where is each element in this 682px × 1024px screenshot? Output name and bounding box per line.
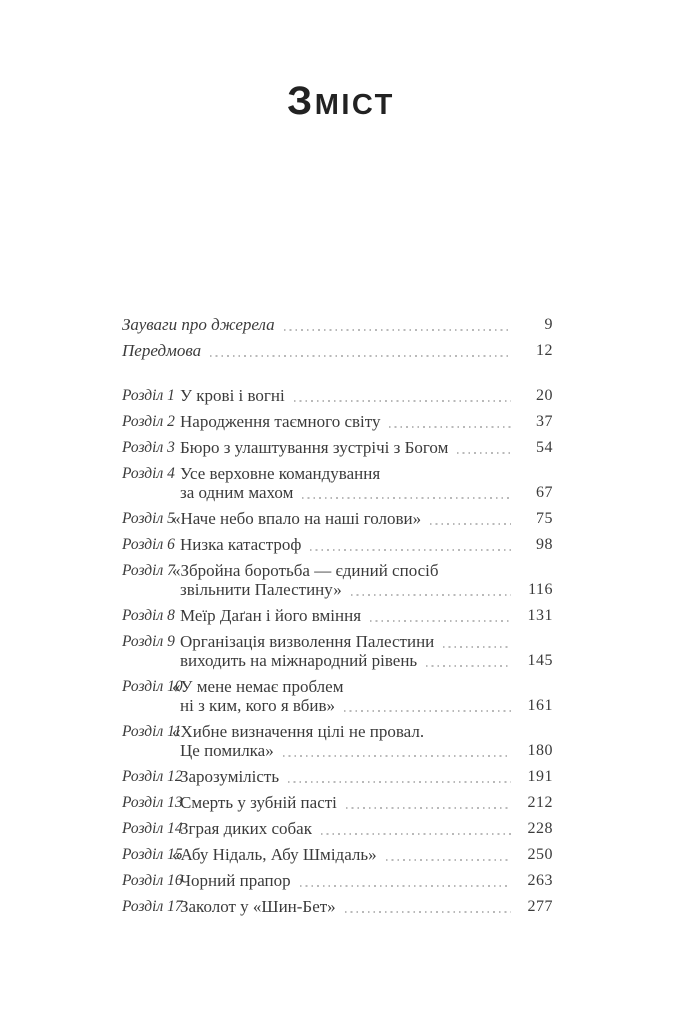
- chapter-title-line: [180, 696, 513, 715]
- toc-entry: [122, 767, 553, 786]
- chapter-title-lines: [180, 871, 513, 890]
- toc-entry: [122, 819, 553, 838]
- chapter-title-lines: [180, 606, 513, 625]
- page-number: 67: [536, 484, 553, 501]
- page-number: 75: [536, 510, 553, 527]
- page-number: 9: [544, 316, 553, 333]
- dot-leader: [283, 755, 511, 757]
- page-number: 54: [536, 439, 553, 456]
- page-number: 228: [527, 820, 553, 837]
- page-number: 12: [536, 342, 553, 359]
- page-number: 37: [536, 413, 553, 430]
- dot-leader: [288, 781, 511, 783]
- dot-leader: [389, 426, 511, 428]
- toc-front-matter-entry: [122, 341, 553, 360]
- chapter-title-line: [180, 386, 513, 405]
- dot-leader: [346, 807, 511, 809]
- chapter-list: [122, 386, 553, 916]
- chapter-label: Розділ 17: [122, 898, 183, 915]
- chapter-title-text: Це помилка»: [180, 741, 274, 760]
- chapter-label: Розділ 2: [122, 413, 175, 430]
- page-number: 212: [527, 794, 553, 811]
- chapter-title-lines: [172, 509, 513, 528]
- page-number: 250: [527, 846, 553, 863]
- front-matter-list: [122, 315, 553, 360]
- page-number: 277: [527, 898, 553, 915]
- chapter-label: Розділ 3: [122, 439, 175, 456]
- dot-leader: [345, 911, 511, 913]
- chapter-title-text: «У мене немає проблем: [172, 677, 344, 696]
- chapter-title-line: [172, 509, 513, 528]
- chapter-title-text: Меїр Даґан і його вміння: [180, 606, 362, 625]
- chapter-title-line: [172, 677, 513, 696]
- chapter-label: Розділ 13: [122, 794, 183, 811]
- chapter-title-line: [172, 561, 513, 580]
- dot-leader: [370, 620, 511, 622]
- chapter-title-text: Усе верховне командування: [180, 464, 381, 483]
- toc-entry: [122, 412, 553, 431]
- chapter-title-line: [172, 845, 513, 864]
- chapter-label: Розділ 6: [122, 536, 175, 553]
- front-matter-title-text: Зауваги про джерела: [122, 315, 275, 334]
- dot-leader: [300, 885, 511, 887]
- chapter-title-line: [180, 606, 513, 625]
- dot-leader: [284, 329, 511, 331]
- chapter-label: Розділ 11: [122, 723, 182, 740]
- toc-entry: [122, 722, 553, 760]
- chapter-label: Розділ 7: [122, 562, 175, 579]
- toc-entry: [122, 677, 553, 715]
- chapter-title-text: ні з ким, кого я вбив»: [180, 696, 335, 715]
- chapter-title-line: [180, 632, 513, 651]
- chapter-title-lines: [172, 677, 513, 715]
- toc-entry: [122, 464, 553, 502]
- toc-entry: [122, 509, 553, 528]
- dot-leader: [302, 497, 511, 499]
- chapter-title-lines: [180, 386, 513, 405]
- chapter-label: Розділ 1: [122, 387, 175, 404]
- toc-entry: [122, 386, 553, 405]
- dot-leader: [386, 859, 511, 861]
- toc-entry: [122, 897, 553, 916]
- chapter-title-lines: [180, 535, 513, 554]
- page-number: 180: [527, 742, 553, 759]
- page-number: 191: [527, 768, 553, 785]
- page-number: 116: [528, 581, 553, 598]
- chapter-title-lines: [180, 438, 513, 457]
- chapter-title-lines: [180, 767, 513, 786]
- chapter-title-text: за одним махом: [180, 483, 294, 502]
- chapter-title-lines: [172, 561, 513, 599]
- chapter-label: Розділ 9: [122, 633, 175, 650]
- chapter-title-line: [180, 464, 513, 483]
- chapter-title-lines: [180, 793, 513, 812]
- dot-leader: [351, 594, 511, 596]
- toc-entry: [122, 561, 553, 599]
- chapter-title-text: Смерть у зубній пасті: [180, 793, 337, 812]
- chapter-title-text: «Абу Нідаль, Абу Шмідаль»: [172, 845, 377, 864]
- chapter-title-line: [180, 741, 513, 760]
- chapter-title-line: [180, 438, 513, 457]
- dot-leader: [294, 400, 511, 402]
- chapter-title-lines: [180, 464, 513, 502]
- toc-entry: [122, 845, 553, 864]
- dot-leader: [457, 452, 511, 454]
- chapter-title-line: [180, 793, 513, 812]
- chapter-label: Розділ 12: [122, 768, 183, 785]
- chapter-title-text: Бюро з улаштування зустрічі з Богом: [180, 438, 449, 457]
- chapter-title-text: Чорний прапор: [180, 871, 291, 890]
- chapter-title-text: Народження таємного світу: [180, 412, 381, 431]
- page-number: 263: [527, 872, 553, 889]
- chapter-title-lines: [180, 412, 513, 431]
- toc-entry: [122, 535, 553, 554]
- page-number: 20: [536, 387, 553, 404]
- dot-leader: [426, 665, 511, 667]
- dot-leader: [344, 710, 511, 712]
- toc-entry: [122, 606, 553, 625]
- chapter-title-text: У крові і вогні: [180, 386, 285, 405]
- chapter-title-text: «Наче небо впало на наші голови»: [172, 509, 422, 528]
- chapter-title-lines: [180, 897, 513, 916]
- chapter-title-text: «Збройна боротьба — єдиний спосіб: [172, 561, 439, 580]
- chapter-title-text: Заколот у «Шин-Бет»: [180, 897, 336, 916]
- chapter-label: Розділ 10: [122, 678, 183, 695]
- table-of-contents: [122, 315, 553, 923]
- dot-leader: [210, 355, 511, 357]
- chapter-title-line: [180, 483, 513, 502]
- chapter-title-line: [172, 722, 513, 741]
- front-matter-title: [122, 315, 513, 334]
- chapter-title-text: «Хибне визначення цілі не провал.: [172, 722, 425, 741]
- chapter-title-text: виходить на міжнародний рівень: [180, 651, 418, 670]
- page-number: 161: [527, 697, 553, 714]
- page-number: 131: [527, 607, 553, 624]
- chapter-label: Розділ 16: [122, 872, 183, 889]
- chapter-title-text: звільнити Палестину»: [180, 580, 342, 599]
- toc-entry: [122, 871, 553, 890]
- chapter-title-lines: [180, 819, 513, 838]
- front-matter-title-text: Передмова: [122, 341, 202, 360]
- front-matter-title: [122, 341, 513, 360]
- chapter-title-line: [180, 580, 513, 599]
- chapter-label: Розділ 15: [122, 846, 183, 863]
- chapter-title-lines: [172, 722, 513, 760]
- chapter-title-lines: [172, 845, 513, 864]
- chapter-title-text: Організація визволення Палестини: [180, 632, 435, 651]
- chapter-title-text: Низка катастроф: [180, 535, 302, 554]
- toc-front-matter-entry: [122, 315, 553, 334]
- toc-entry: [122, 793, 553, 812]
- chapter-label: Розділ 14: [122, 820, 183, 837]
- page-number: 145: [527, 652, 553, 669]
- dot-leader: [430, 523, 511, 525]
- page-number: 98: [536, 536, 553, 553]
- chapter-title-line: [180, 767, 513, 786]
- chapter-title-line: [180, 535, 513, 554]
- chapter-title-line: [180, 871, 513, 890]
- dot-leader: [310, 549, 511, 551]
- chapter-title-line: [180, 651, 513, 670]
- toc-entry: [122, 438, 553, 457]
- chapter-title-line: [180, 819, 513, 838]
- chapter-title-line: [180, 897, 513, 916]
- chapter-title-text: Зграя диких собак: [180, 819, 312, 838]
- chapter-label: Розділ 5: [122, 510, 175, 527]
- page-title: ЗМІСТ: [287, 79, 395, 123]
- chapter-label: Розділ 8: [122, 607, 175, 624]
- chapter-label: Розділ 4: [122, 465, 175, 482]
- dot-leader: [443, 646, 511, 648]
- chapter-title-line: [180, 412, 513, 431]
- chapter-title-text: Зарозумілість: [180, 767, 280, 786]
- chapter-title-lines: [180, 632, 513, 670]
- toc-entry: [122, 632, 553, 670]
- dot-leader: [321, 833, 511, 835]
